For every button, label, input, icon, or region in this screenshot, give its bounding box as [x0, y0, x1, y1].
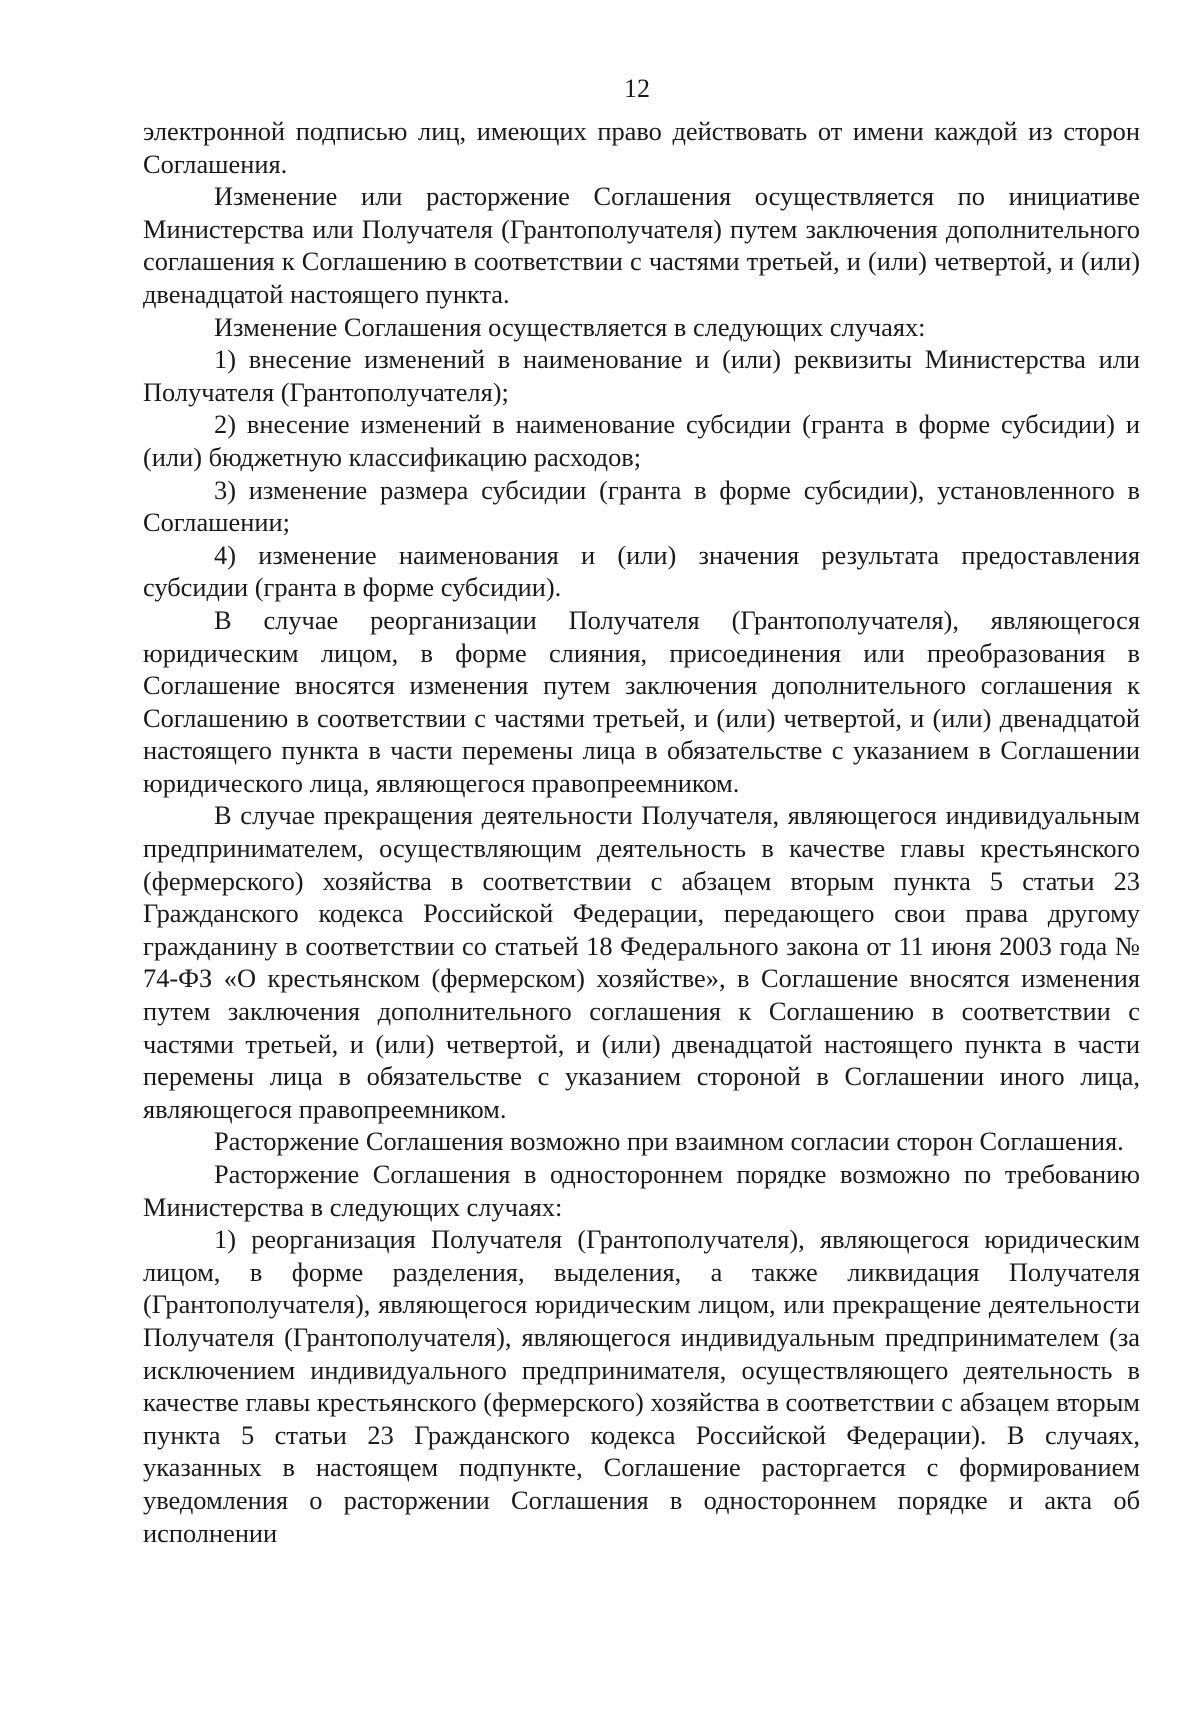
page-number: 12: [624, 74, 650, 103]
paragraph-amendment-cases: Изменение Соглашения осуществляется в следующих случаях:: [214, 311, 926, 342]
list-item-4: 4) изменение наименования и (или) значения результата предоставления субсидии (гранта в форме субсидии).: [143, 539, 1140, 603]
document-body: [143, 115, 1140, 1549]
list-item-3: 3) изменение размера субсидии (гранта в форме субсидии), установленного в Соглашении;: [143, 474, 1140, 538]
paragraph-amendment-initiative: Изменение или расторжение Соглашения осуществляется по инициативе Министерства или Получателя (Грантополучателя) путем заключения дополнительного соглашения к Соглашению в соответствии с частями третьей, и (или) четвертой, и (или) двенадцатой настоящего пункта.: [143, 181, 1140, 309]
paragraph-termination-of-activity: В случае прекращения деятельности Получателя, являющегося индивидуальным предпринимателем, осуществляющим деятельность в качестве главы крестьянского (фермерского) хозяйства в соответствии с абзацем вторым пункта 5 статьи 23 Гражданского кодекса Российской Федерации, передающего свои права другому гражданину в соответствии со статьей 18 Федерального закона от 11 июня 2003 года № 74-ФЗ «О крестьянском (фермерском) хозяйстве», в Соглашение вносятся изменения путем заключения дополнительного соглашения к Соглашению в соответствии с частями третьей, и (или) четвертой, и (или) двенадцатой настоящего пункта в части перемены лица в обязательстве с указанием стороной в Соглашении иного лица, являющегося правопреемником.: [143, 800, 1140, 1124]
list-item-1: 1) внесение изменений в наименование и (или) реквизиты Министерства или Получателя (Грантополучателя);: [143, 344, 1140, 407]
paragraph-mutual-termination: Расторжение Соглашения возможно при взаимном согласии сторон Соглашения.: [214, 1126, 1124, 1157]
list-item-2: 2) внесение изменений в наименование субсидии (гранта в форме субсидии) и (или) бюджетную классификацию расходов;: [143, 409, 1140, 472]
paragraph-unilateral-termination: Расторжение Соглашения в одностороннем порядке возможно по требованию Министерства в следующих случаях:: [143, 1159, 1140, 1222]
paragraph-continuation: электронной подписью лиц, имеющих право действовать от имени каждой из сторон Соглашения.: [143, 116, 1140, 179]
paragraph-reorganization: В случае реорганизации Получателя (Грантополучателя), являющегося юридическим лицом, в форме слияния, присоединения или преобразования в Соглашение вносятся изменения путем заключения дополнительного соглашения к Соглашению в соответствии с частями третьей, и (или) четвертой, и (или) двенадцатой настоящего пункта в части перемены лица в обязательстве с указанием в Соглашении юридического лица, являющегося правопреемником.: [143, 604, 1140, 798]
unilateral-list-item-1: 1) реорганизация Получателя (Грантополучателя), являющегося юридическим лицом, в форме разделения, выделения, а также ликвидация Получателя (Грантополучателя), являющегося юридическим лицом, или прекращение деятельности Получателя (Грантополучателя), являющегося индивидуальным предпринимателем (за исключением индивидуального предпринимателя, осуществляющего деятельность в качестве главы крестьянского (фермерского) хозяйства в соответствии с абзацем вторым пункта 5 статьи 23 Гражданского кодекса Российской Федерации). В случаях, указанных в настоящем подпункте, Соглашение расторгается с формированием уведомления о расторжении Соглашения в одностороннем порядке и акта об исполнении: [143, 1224, 1140, 1548]
